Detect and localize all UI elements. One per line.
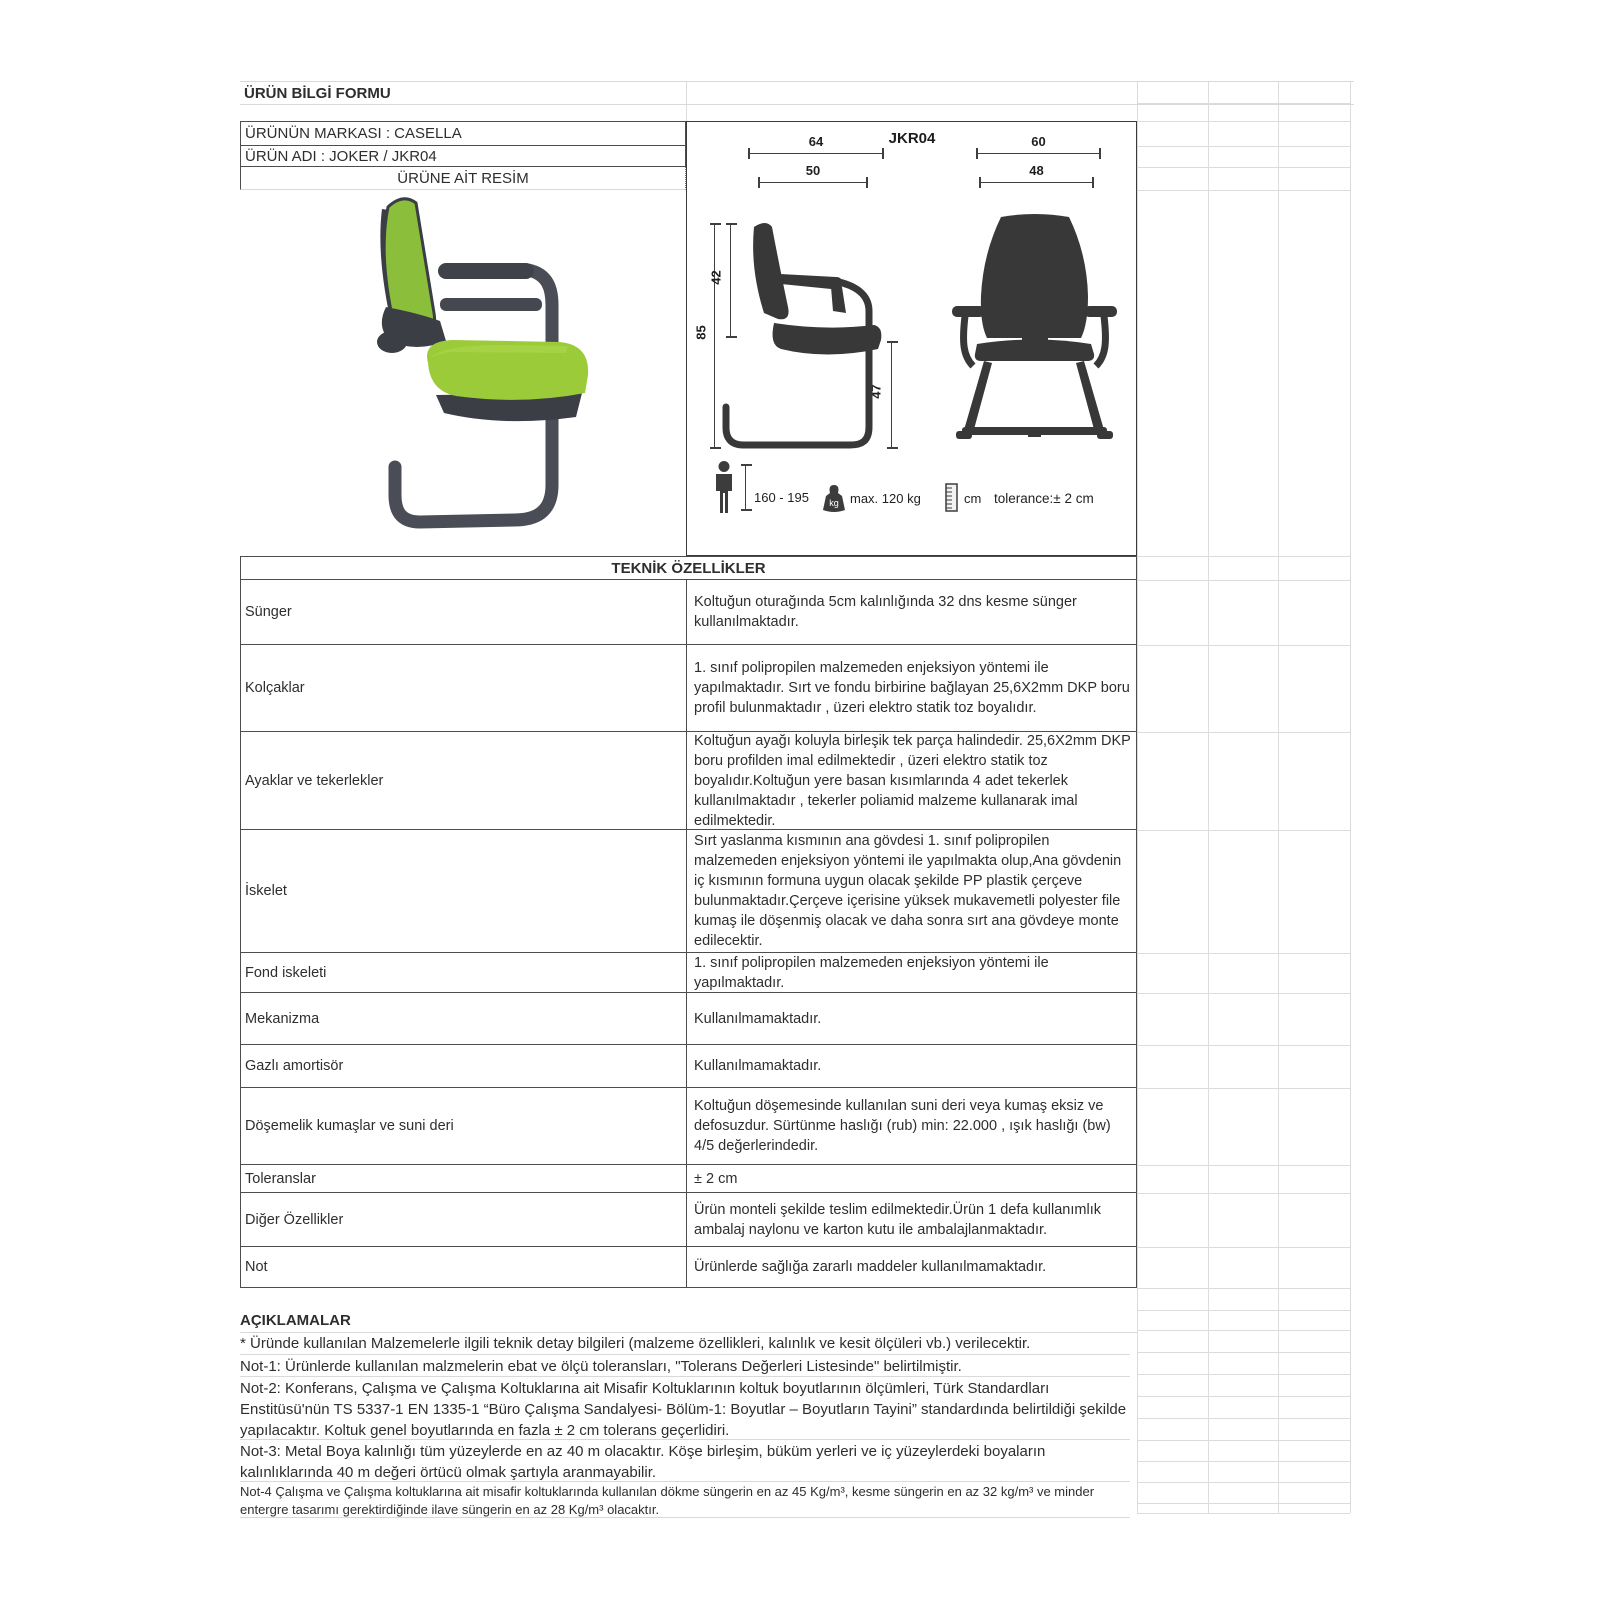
dim-64-label: 64 (808, 134, 824, 149)
gridline (1137, 993, 1350, 994)
dim-85-label: 85 (693, 325, 709, 340)
gridline (1137, 1513, 1350, 1514)
gridline (1137, 645, 1350, 646)
note-item: Not-2: Konferans, Çalışma ve Çalışma Koltuklarına ait Misafir Koltuklarının koltuk boyutlarının ölçümleri, Türk Standardları Enstitüsü'nün TS 5337-1 EN 1335-1 “Büro Çalışma Sandalyesi- Bölüm-1: Boyutlar – Boyutların Tayini” standardında belirtildiği şekilde yapılacaktır. Koltuk genel boyutlarında en fazla ± 2 cm tolerans geçerlidiri. (240, 1377, 1130, 1440)
spec-value: Ürünlerde sağlığa zararlı maddeler kullanılmamaktadır. (694, 1259, 1047, 1275)
gridline (1278, 81, 1279, 1513)
gridline (1137, 1330, 1350, 1331)
gridline (1137, 953, 1350, 954)
dim-50-line (758, 182, 868, 183)
gridline (1137, 1310, 1350, 1311)
weight-icon-kg-label: kg (829, 498, 839, 508)
gridline (1137, 556, 1350, 557)
spec-label: Ayaklar ve tekerlekler (241, 732, 687, 829)
gridline (1137, 167, 1350, 168)
image-header-row: ÜRÜNE AİT RESİM (240, 167, 686, 190)
form-title: ÜRÜN BİLGİ FORMU (240, 81, 1354, 105)
spec-row-toleranslar (240, 1165, 1137, 1193)
note-item: * Üründe kullanılan Malzemelerle ilgili teknik detay bilgileri (malzeme özellikleri, kalınlık ve kesit ölçüleri vb.) verilecektir. (240, 1332, 1130, 1355)
notes-header: AÇIKLAMALAR (240, 1308, 1137, 1333)
ruler-icon (945, 483, 958, 512)
dim-50-label: 50 (805, 163, 821, 178)
spec-row-not (240, 1247, 1137, 1288)
dim-64-line (748, 153, 884, 154)
gridline (1137, 732, 1350, 733)
spec-label: Mekanizma (241, 993, 687, 1044)
spec-row-dosemelik (240, 1088, 1137, 1165)
dim-60-line (976, 153, 1101, 154)
gridline (1137, 1503, 1350, 1504)
spec-label: Diğer Özellikler (241, 1193, 687, 1246)
tolerance-text: tolerance:± 2 cm (994, 491, 1094, 506)
gridline (1208, 81, 1209, 1513)
spec-value: 1. sınıf polipropilen malzemeden enjeksiyon yöntemi ile yapılmaktadır. Sırt ve fondu birbirine bağlayan 25,6X2mm DKP boru profil bulunmaktadır , üzeri elektro statik toz boyalıdır. (694, 660, 1130, 716)
spec-value: Kullanılmamaktadır. (694, 1010, 822, 1027)
weight-icon (822, 483, 846, 513)
spec-value: Koltuğun oturağında 5cm kalınlığında 32 dns kesme sünger kullanılmaktadır. (694, 594, 1077, 630)
gridline (1137, 1045, 1350, 1046)
gridline (1137, 1396, 1350, 1397)
gridline (1350, 81, 1351, 1513)
person-height-icon (711, 461, 737, 514)
note-item: Not-4 Çalışma ve Çalışma koltuklarına ait misafir koltuklarında kullanılan dökme süngerin en az 45 Kg/m³, kesme süngerin en az 32 kg/m³ ve minder entergre tasarımı gerektirdiğinde ilave süngerin en az 28 Kg/m³ olacaktır. (240, 1482, 1130, 1518)
gridline (1137, 830, 1350, 831)
spec-label: Fond iskeleti (241, 953, 687, 992)
gridline (1137, 190, 1350, 191)
spec-label: Döşemelik kumaşlar ve suni deri (241, 1088, 687, 1164)
spec-table-header: TEKNİK ÖZELLİKLER (240, 556, 1137, 580)
dim-42-label: 42 (708, 270, 724, 285)
spec-value: Kullanılmamaktadır. (694, 1058, 822, 1074)
technical-drawing (686, 121, 1137, 556)
spec-value: Ürün monteli şekilde teslim edilmektedir.Ürün 1 defa kullanımlık ambalaj naylonu ve karton kutu ile ambalajlanmaktadır. (694, 1201, 1101, 1238)
gridline (1137, 1418, 1350, 1419)
gridline (1137, 1247, 1350, 1248)
max-weight-text: max. 120 kg (850, 491, 921, 506)
gridline (1137, 1165, 1350, 1166)
dim-60-label: 60 (1031, 134, 1046, 149)
gridline (1137, 1193, 1350, 1194)
green-chair-image (298, 195, 620, 540)
spec-row-fond-iskeleti (240, 953, 1137, 993)
gridline (1137, 1352, 1350, 1353)
spec-value: 1. sınıf polipropilen malzemeden enjeksiyon yöntemi ile yapılmaktadır. (694, 954, 1049, 991)
spec-label: Not (241, 1247, 687, 1287)
gridline (1137, 1374, 1350, 1375)
dim-47-label: 47 (868, 384, 884, 399)
note-item: Not-1: Ürünlerde kullanılan malzmelerin ebat ve ölçü toleransları, "Tolerans Değerleri Listesinde" belirtilmiştir. (240, 1355, 1130, 1377)
chair-front-silhouette (951, 214, 1121, 451)
spec-label: Toleranslar (241, 1165, 687, 1192)
product-photo (240, 190, 686, 556)
gridline (1137, 1288, 1350, 1289)
spec-value: ± 2 cm (694, 1170, 738, 1187)
spec-row-diger-ozellikler (240, 1193, 1137, 1247)
spec-row-iskelet (240, 830, 1137, 953)
dim-85-line (714, 223, 715, 449)
gridline (1137, 1461, 1350, 1462)
chair-side-silhouette (721, 219, 896, 451)
gridline (1137, 580, 1350, 581)
spec-label: Kolçaklar (241, 645, 687, 731)
spec-row-sunger (240, 580, 1137, 645)
gridline (1137, 146, 1350, 147)
height-range-text: 160 - 195 (754, 490, 809, 505)
gridline (1137, 1088, 1350, 1089)
dim-48-line (979, 182, 1094, 183)
gridline (1137, 81, 1138, 1513)
height-range-bracket (745, 464, 746, 511)
note-item: Not-3: Metal Boya kalınlığı tüm yüzeylerde en az 40 m olacaktır. Köşe birleşim, büküm yerleri ve iç yüzeylerdeki boyaların kalınlıklarında 40 m değeri örtücü olmak şartıyla aranmayabilir. (240, 1440, 1130, 1482)
dim-48-label: 48 (1029, 163, 1044, 178)
spec-value: Koltuğun döşemesinde kullanılan suni deri veya kumaş eksiz ve defosuzdur. Sürtünme haslığı (rub) min: 22.000 , ışık haslığı (bw) 4/5 değerlerindedir. (694, 1098, 1111, 1154)
spec-row-gazli-amortisor (240, 1045, 1137, 1088)
spec-label: Sünger (241, 580, 687, 644)
product-name-row: ÜRÜN ADI : JOKER / JKR04 (240, 146, 686, 167)
spec-value: Sırt yaslanma kısmının ana gövdesi 1. sınıf polipropilen malzemeden enjeksiyon yöntemi ile yapılmakta olup,Ana gövdenin iç kısmının formuna uygun olacak şekilde PP plastik çerçeve bulunmaktadır.Çerçeve içerisine yüksek mukavemetli polyester file kumaş ile döşenmiş olacak ve daha sonra sırt ana gövdeye monte edilecektir. (694, 833, 1122, 949)
spec-value: Koltuğun ayağı koluyla birleşik tek parça halindedir. 25,6X2mm DKP boru profilden imal edilmektedir , üzeri elektro statik toz boyalıdır.Koltuğun yere basan kısımlarında 4 adet tekerlek kullanılmaktadır , tekerler poliamid malzeme kullanarak imal edilmektedir. (694, 732, 1131, 829)
spec-label: Gazlı amortisör (241, 1045, 687, 1087)
unit-text: cm (964, 491, 982, 506)
spec-label: İskelet (241, 830, 687, 952)
gridline (1137, 1440, 1350, 1441)
spec-row-ayaklar (240, 732, 1137, 830)
drawing-model-label: JKR04 (888, 130, 936, 147)
brand-row: ÜRÜNÜN MARKASI : CASELLA (240, 121, 686, 146)
gridline (1137, 1482, 1350, 1483)
spec-row-mekanizma (240, 993, 1137, 1045)
spec-row-kolcaklar (240, 645, 1137, 732)
gridline (1137, 121, 1350, 122)
